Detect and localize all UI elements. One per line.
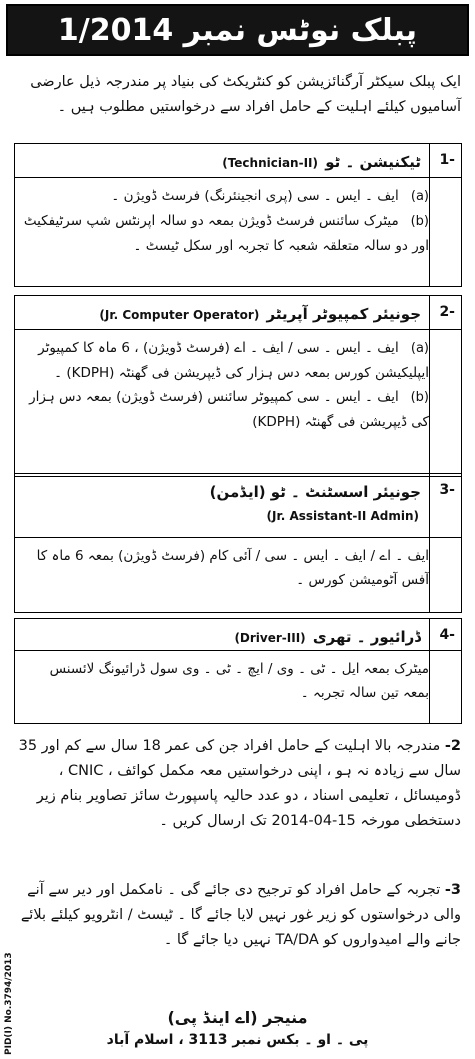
- section-title-english: (Jr. Computer Operator): [99, 308, 260, 322]
- list-item: [23, 385, 429, 434]
- section-title-row: [15, 619, 461, 651]
- list-item: [23, 336, 429, 385]
- section-title-english: (Jr. Assistant-II Admin): [266, 509, 419, 523]
- item-text: ایف ۔ اے / ایف ۔ ایس ۔ سی / آئی کام (فرسٹ ڈویژن) بمعہ 6 ماہ کا آفس آٹومیشن کورس ۔: [36, 548, 429, 588]
- section-number: 4-: [439, 627, 455, 643]
- section-body-row: [15, 538, 461, 612]
- signatory: منیجر (اے اینڈ پی): [167, 1008, 308, 1027]
- list-item: [23, 209, 429, 258]
- section-number: 3-: [439, 482, 455, 498]
- section-junior-assistant: [14, 473, 462, 613]
- point-text: مندرجہ بالا اہلیت کے حامل افراد جن کی عمر 18 سال سے کم اور 35 سال سے زیادہ نہ ہو ، اپنی درخواستیں معہ مکمل کوائف ، CNIC ، ڈومیسائل ، تعلیمی اسناد ، دو عدد حالیہ پاسپورٹ سائز تصاویر بنام زیر دستخطی مورخہ 15-04-2014 تک ارسال کریں ۔: [18, 738, 461, 829]
- list-item: [23, 184, 429, 209]
- intro-paragraph: ایک پبلک سیکٹر آرگنائزیشن کو کنٹریکٹ کی بنیاد پر مندرجہ ذیل عارضی آسامیوں کیلئے اہلیت کے حامل افراد سے درخواستیں مطلوب ہیں ۔: [30, 74, 461, 115]
- item-tag: (a): [410, 341, 429, 356]
- section-title-row: [15, 144, 461, 178]
- item-text: ایف ۔ ایس ۔ سی / ایف ۔ اے (فرسٹ ڈویژن) ، 6 ماہ کا کمپیوٹر ایپلیکیشن کورس بمعہ دس ہزار کی ڈیپریشن فی گھنٹہ (KDPH) ۔: [38, 340, 429, 381]
- section-title-row: [15, 474, 461, 538]
- item-text: میٹرک سائنس فرسٹ ڈویژن بمعہ دو سالہ اپرنٹس شپ سرٹیفکیٹ اور دو سالہ متعلقہ شعبہ کا تجربہ اور سکل ٹیسٹ ۔: [23, 213, 429, 254]
- section-title-urdu: جونیئر اسسٹنٹ ۔ ٹو (ایڈمن): [209, 483, 421, 501]
- item-text: میٹرک بمعہ ایل ۔ ٹی ۔ وی / ایچ ۔ ٹی ۔ وی سول ڈرائیونگ لائسنس بمعہ تین سالہ تجربہ ۔: [49, 661, 429, 701]
- section-title-english: (Driver-III): [234, 631, 306, 645]
- section-number: 2-: [439, 304, 455, 320]
- item-tag: (b): [410, 390, 429, 405]
- section-title-row: [15, 296, 461, 330]
- address: پی ۔ او ۔ بکس نمبر 3113 ، اسلام آباد: [106, 1032, 369, 1048]
- item-text: ایف ۔ ایس ۔ سی (پری انجینئرنگ) فرسٹ ڈویژن ۔: [111, 188, 399, 204]
- notice-title: پبلک نوٹس نمبر 1/2014: [57, 12, 418, 48]
- list-item: [23, 544, 429, 592]
- section-body-row: [15, 178, 461, 286]
- list-item: [23, 657, 429, 705]
- point-3: [12, 878, 461, 953]
- point-number: 2-: [444, 738, 461, 754]
- section-technician: [14, 143, 462, 287]
- notice-header: [6, 4, 469, 56]
- item-tag: (b): [410, 214, 429, 229]
- section-number: 1-: [439, 152, 455, 168]
- section-title-urdu: جونیئر کمپیوٹر آپریٹر: [266, 305, 421, 323]
- item-tag: (a): [410, 189, 429, 204]
- point-text: تجربہ کے حامل افراد کو ترجیح دی جائے گی ۔ نامکمل اور دیر سے آنے والی درخواستوں کو زیر غور نہیں لایا جائے گا ۔ ٹیسٹ / انٹرویو کیلئے بلائے جانے والے امیدواروں کو TA/DA نہیں دیا جائے گا ۔: [20, 882, 461, 948]
- point-number: 3-: [444, 882, 461, 898]
- section-title-urdu: ڈرائیور ۔ تھری: [312, 628, 421, 646]
- section-body-row: [15, 651, 461, 723]
- pid-code: PID(I) No.3794/2013: [4, 952, 14, 1055]
- section-driver: [14, 618, 462, 724]
- section-title-urdu: ٹیکنیشن ۔ ٹو: [325, 153, 421, 171]
- section-body-row: [15, 330, 461, 476]
- section-title-english: (Technician-II): [222, 156, 318, 170]
- item-text: ایف ۔ ایس ۔ سی کمپیوٹر سائنس (فرسٹ ڈویژن) بمعہ دس ہزار کی ڈیپریشن فی گھنٹہ (KDPH): [29, 389, 429, 430]
- point-2: [12, 734, 461, 834]
- section-computer-operator: [14, 295, 462, 477]
